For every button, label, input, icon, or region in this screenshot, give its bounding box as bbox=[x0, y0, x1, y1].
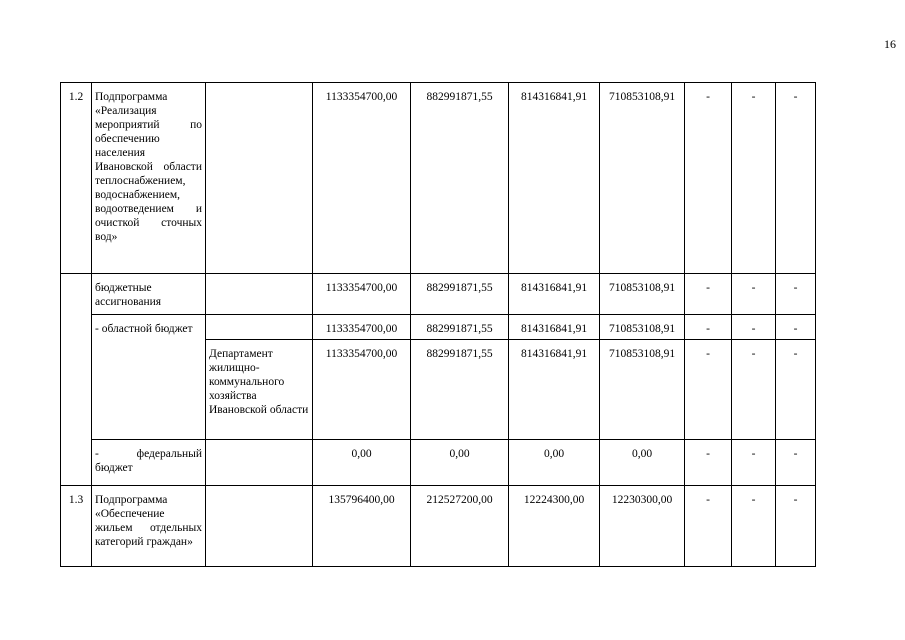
value-cell: - bbox=[776, 340, 816, 440]
row-index bbox=[61, 274, 92, 486]
value-cell: 0,00 bbox=[509, 440, 600, 486]
value-cell: 12224300,00 bbox=[509, 486, 600, 567]
row-dept-cell bbox=[206, 486, 313, 567]
value-cell: - bbox=[732, 440, 776, 486]
value-cell: - bbox=[732, 340, 776, 440]
row-name-cell bbox=[92, 83, 206, 274]
value-cell: - bbox=[776, 83, 816, 274]
value-cell: 814316841,91 bbox=[509, 340, 600, 440]
row-dept-cell bbox=[206, 83, 313, 274]
row-name-cell bbox=[92, 315, 206, 440]
value-cell: 814316841,91 bbox=[509, 83, 600, 274]
row-dept-cell bbox=[206, 274, 313, 315]
value-cell: 0,00 bbox=[313, 440, 411, 486]
value-cell: 710853108,91 bbox=[600, 340, 685, 440]
value-cell: - bbox=[685, 274, 732, 315]
row-dept: Департамент жилищно-коммунального хозяйства Ивановской области bbox=[209, 348, 309, 416]
row-name: - федеральный бюджет bbox=[95, 448, 202, 474]
value-cell: - bbox=[776, 274, 816, 315]
value-cell: 12230300,00 bbox=[600, 486, 685, 567]
row-name-cell bbox=[92, 440, 206, 486]
row-dept-cell bbox=[206, 440, 313, 486]
value-cell: - bbox=[685, 315, 732, 340]
value-cell: 814316841,91 bbox=[509, 315, 600, 340]
value-cell: 710853108,91 bbox=[600, 274, 685, 315]
value-cell: 882991871,55 bbox=[411, 315, 509, 340]
value-cell: - bbox=[776, 315, 816, 340]
value-cell: 882991871,55 bbox=[411, 274, 509, 315]
row-name: Подпрограмма «Реализация мероприятий по обеспечению населения Ивановской области теплоснабжением, водоснабжением, водоотведением и очисткой сточных вод» bbox=[95, 91, 202, 243]
value-cell: 1133354700,00 bbox=[313, 83, 411, 274]
value-cell: - bbox=[776, 486, 816, 567]
value-cell: - bbox=[732, 486, 776, 567]
value-cell: - bbox=[732, 274, 776, 315]
value-cell: 1133354700,00 bbox=[313, 274, 411, 315]
row-name-cell bbox=[92, 486, 206, 567]
page-number: 16 bbox=[884, 37, 896, 51]
value-cell: 814316841,91 bbox=[509, 274, 600, 315]
value-cell: 212527200,00 bbox=[411, 486, 509, 567]
row-dept-cell bbox=[206, 340, 313, 440]
table-row bbox=[61, 486, 816, 567]
row-dept-cell bbox=[206, 315, 313, 340]
value-cell: - bbox=[685, 486, 732, 567]
value-cell: 1133354700,00 bbox=[313, 315, 411, 340]
value-cell: 1133354700,00 bbox=[313, 340, 411, 440]
value-cell: 710853108,91 bbox=[600, 83, 685, 274]
value-cell: - bbox=[685, 83, 732, 274]
table-row bbox=[61, 440, 816, 486]
value-cell: - bbox=[685, 340, 732, 440]
row-name: Подпрограмма «Обеспечение жильем отдельных категорий граждан» bbox=[95, 494, 202, 548]
value-cell: - bbox=[732, 315, 776, 340]
row-name: - областной бюджет bbox=[95, 323, 193, 335]
row-index: 1.3 bbox=[61, 486, 92, 567]
value-cell: 0,00 bbox=[600, 440, 685, 486]
table-row bbox=[61, 274, 816, 315]
value-cell: 882991871,55 bbox=[411, 340, 509, 440]
value-cell: 882991871,55 bbox=[411, 83, 509, 274]
value-cell: 0,00 bbox=[411, 440, 509, 486]
value-cell: 710853108,91 bbox=[600, 315, 685, 340]
value-cell: - bbox=[776, 440, 816, 486]
value-cell: 135796400,00 bbox=[313, 486, 411, 567]
value-cell: - bbox=[732, 83, 776, 274]
table-row bbox=[61, 315, 816, 340]
row-name: бюджетные ассигнования bbox=[95, 282, 162, 308]
budget-table bbox=[60, 82, 816, 567]
row-index: 1.2 bbox=[61, 83, 92, 274]
value-cell: - bbox=[685, 440, 732, 486]
row-name-cell bbox=[92, 274, 206, 315]
table-row bbox=[61, 83, 816, 274]
